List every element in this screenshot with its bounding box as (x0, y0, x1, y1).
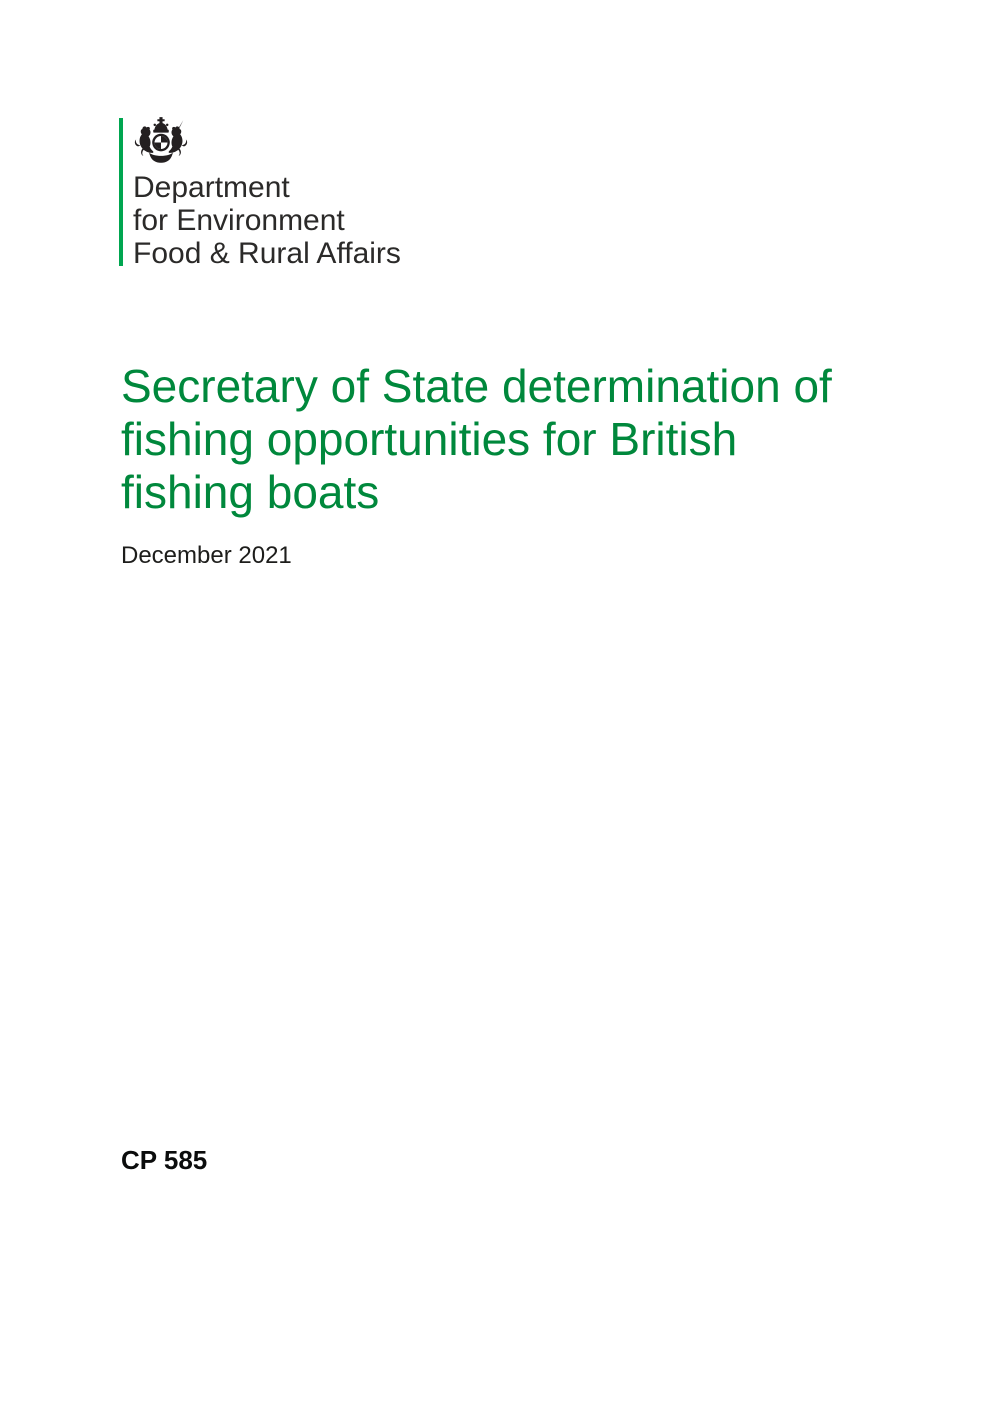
department-name-line: for Environment (133, 204, 345, 237)
royal-coat-of-arms-icon (132, 115, 190, 169)
command-paper-number: CP 585 (121, 1145, 208, 1175)
department-name-line: Department (133, 171, 290, 204)
document-title: Secretary of State determination of fishing opportunities for British fishing boats (121, 360, 832, 518)
logo-green-bar (119, 118, 123, 266)
publication-date: December 2021 (121, 542, 292, 569)
department-name (133, 171, 401, 270)
department-name-line: Food & Rural Affairs (133, 237, 401, 270)
